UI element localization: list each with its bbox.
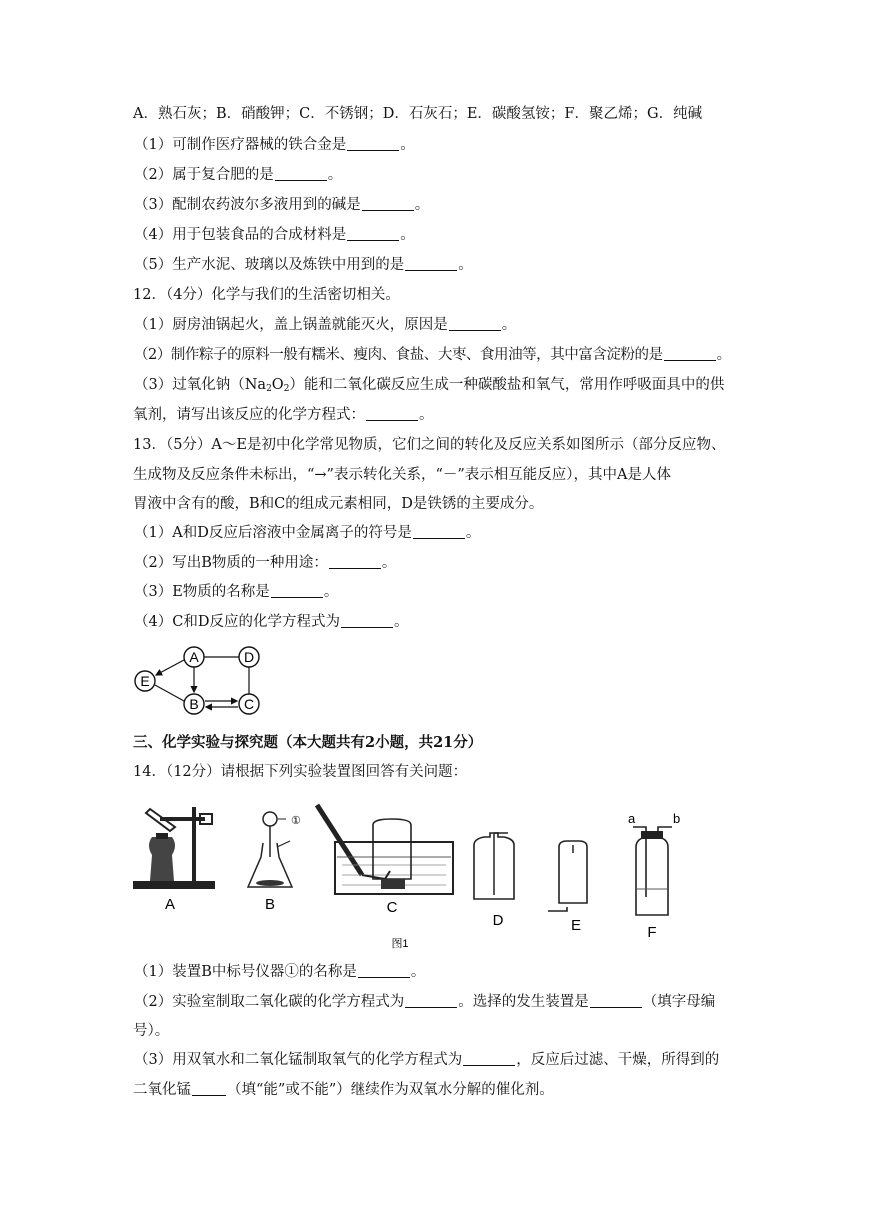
answer-blank[interactable] [329,554,381,569]
punct: 。 [323,584,339,600]
question-text: （1）装置B中标号仪器①的名称是 [134,964,357,980]
question-text: 。选择的发生装置是 [458,994,589,1010]
punct: 。 [381,555,397,571]
punct: 。 [400,227,415,243]
question-text: （3）用双氧水和二氧化锰制取氧气的化学方程式为 [134,1052,463,1068]
label-c: C [386,899,398,916]
section-3-heading: 三、化学实验与探究题（本大题共有2小题，共21分） [133,734,483,751]
punct: 。 [458,257,473,273]
edge-a-e-arrow [156,660,184,675]
node-b-label: B [189,696,199,712]
punct: 。 [501,317,517,333]
answer-blank[interactable] [664,346,716,361]
punct: 。 [465,525,481,541]
q13-relation-diagram [128,643,268,723]
q13-item-3 [134,582,338,602]
punct: 。 [716,347,731,363]
q14-item-2-line2: 号）。 [133,1023,170,1039]
q11-item-4 [134,225,415,245]
node-a-label: A [189,649,199,665]
q14-item-2-line1 [134,992,715,1012]
answer-blank[interactable] [271,583,323,598]
label-f-port-b: b [673,811,681,826]
q14-item-3-line2 [133,1080,554,1100]
apparatus-a [133,807,215,889]
question-text: （填“能”或不能”）继续作为双氧水分解的催化剂。 [227,1082,554,1098]
punct: 。 [419,407,434,423]
q13-item-1 [134,523,480,543]
q13-stem-line3: 胃液中含有的酸，B和C的组成元素相同，D是铁锈的主要成分。 [133,496,544,512]
punct: 。 [400,137,415,153]
q11-options: A．熟石灰；B．硝酸钾；C．不锈钢；D．石灰石；E．碳酸氢铵；F．聚乙烯；G．纯碱 [133,106,703,122]
question-text: 氧剂，请写出该反应的化学方程式： [133,407,365,423]
label-b-marker: ① [291,815,301,827]
node-e-label: E [140,673,150,689]
q12-title: 12．（4分）化学与我们的生活密切相关。 [133,287,400,303]
question-text: （填字母编 [642,994,716,1010]
q13-item-2 [134,553,396,573]
node-c-label: C [243,696,255,712]
answer-blank[interactable] [347,226,399,241]
label-f: F [647,924,657,941]
question-text: （2）制作粽子的原料一般有糯米、瘦肉、食盐、大枣、食用油等，其中富含淀粉的是 [134,347,663,363]
apparatus-d [474,833,514,899]
answer-blank[interactable] [413,524,465,539]
label-d: D [492,912,504,929]
question-text: （4）用于包装食品的合成材料是 [134,227,347,243]
q11-item-2 [134,165,342,185]
punct: 。 [414,197,430,213]
q13-item-4 [134,612,408,632]
q11-item-1 [134,135,415,155]
node-d-label: D [243,649,255,665]
label-f-port-a: a [628,811,636,826]
answer-blank[interactable] [358,963,410,978]
apparatus-b [248,812,292,887]
edge-e-b [155,685,184,701]
answer-blank[interactable] [405,256,457,271]
question-text: （2）写出B物质的一种用途： [134,555,328,571]
question-text: （4）C和D反应的化学方程式为 [134,614,340,630]
q14-apparatus-figure [130,797,710,955]
label-b: B [264,896,276,913]
formula-part: O [271,377,284,393]
question-text: （2）实验室制取二氧化碳的化学方程式为 [134,994,405,1010]
answer-blank[interactable] [405,993,457,1008]
question-text: 二氧化锰 [133,1082,191,1098]
label-e: E [570,917,582,934]
punct: 。 [393,614,409,630]
q13-stem-line2: 生成物及反应条件未标出，“→”表示转化关系，“－”表示相互能反应），其中A是人体 [133,467,672,483]
q12-item-3-line1 [134,375,724,399]
apparatus-c [317,805,453,894]
question-text: （3）过氧化钠（Na [134,377,267,393]
q12-item-3-line2 [133,405,434,425]
answer-blank[interactable] [449,316,501,331]
answer-blank[interactable] [590,993,642,1008]
q12-item-2 [134,345,731,365]
question-text: （2）属于复合肥的是 [134,167,274,183]
answer-blank[interactable] [347,136,399,151]
punct: 。 [410,964,426,980]
q11-item-3 [134,195,429,215]
question-text: （3）配制农药波尔多液用到的碱是 [134,197,361,213]
punct: 。 [327,167,343,183]
answer-blank[interactable] [366,406,418,421]
subscript: 2 [283,384,290,394]
answer-blank[interactable] [192,1081,226,1096]
q14-item-1 [134,962,425,982]
question-text: （1）A和D反应后溶液中金属离子的符号是 [134,525,412,541]
question-text: （1）可制作医疗器械的铁合金是 [134,137,347,153]
subscript: 2 [266,384,272,394]
question-text: （3）E物质的名称是 [134,584,270,600]
question-text: （5）生产水泥、玻璃以及炼铁中用到的是 [134,257,405,273]
q12-item-1 [134,315,516,335]
q14-title: 14．（12分）请根据下列实验装置图回答有关问题： [133,764,468,780]
question-text: ，反应后过滤、干燥，所得到的 [516,1052,720,1068]
label-a: A [164,896,176,913]
answer-blank[interactable] [275,166,327,181]
answer-blank[interactable] [362,196,414,211]
answer-blank[interactable] [341,613,393,628]
question-text: ）能和二氧化碳反应生成一种碳酸盐和氧气，常用作呼吸面具中的供 [289,377,725,393]
apparatus-e [548,841,587,911]
apparatus-f [633,827,672,915]
question-text: （1）厨房油锅起火，盖上锅盖就能灭火，原因是 [134,317,448,333]
figure-caption: 图1 [391,938,409,950]
q13-stem-line1: 13．（5分）A～E是初中化学常见物质，它们之间的转化及反应关系如图所示（部分反应物、 [133,437,726,453]
q14-item-3-line1 [134,1050,719,1070]
answer-blank[interactable] [463,1051,515,1066]
q11-item-5 [134,255,473,275]
